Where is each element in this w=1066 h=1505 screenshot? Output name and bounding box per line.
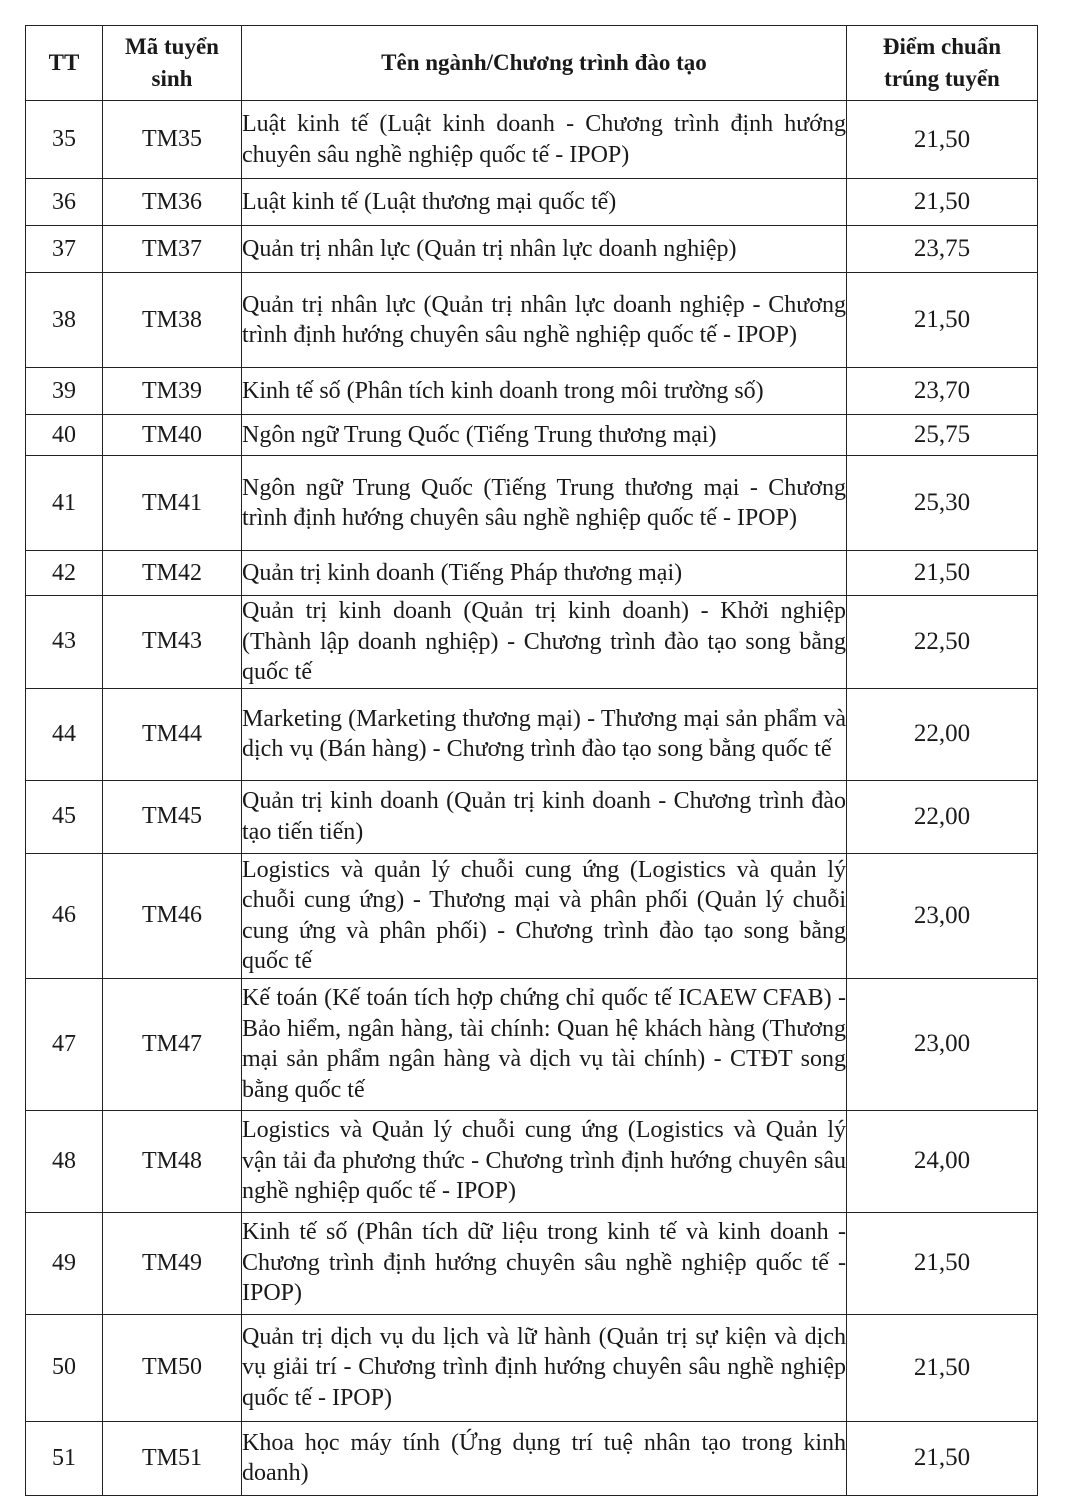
table-row: [26, 978, 1038, 1110]
row-code: TM49: [103, 1212, 242, 1314]
row-program-name: Quản trị nhân lực (Quản trị nhân lực doanh nghiệp - Chương trình định hướng chuyên sâu nghề nghiệp quốc tế - IPOP): [242, 273, 847, 368]
table-row: [26, 1421, 1038, 1495]
row-code: TM38: [103, 273, 242, 368]
table-row: [26, 415, 1038, 456]
row-tt: 41: [26, 456, 103, 551]
header-code: [103, 26, 242, 101]
table-row: [26, 853, 1038, 978]
row-tt: 37: [26, 226, 103, 273]
row-code: TM40: [103, 415, 242, 456]
table-row: [26, 1110, 1038, 1212]
table-row: [26, 226, 1038, 273]
row-program-name: Ngôn ngữ Trung Quốc (Tiếng Trung thương mại - Chương trình định hướng chuyên sâu nghề nghiệp quốc tế - IPOP): [242, 456, 847, 551]
row-score: 23,70: [847, 368, 1038, 415]
row-code: TM36: [103, 179, 242, 226]
row-tt: 43: [26, 596, 103, 689]
table-row: [26, 780, 1038, 853]
row-tt: 44: [26, 688, 103, 780]
row-program-name: Ngôn ngữ Trung Quốc (Tiếng Trung thương mại): [242, 415, 847, 456]
row-score: 25,30: [847, 456, 1038, 551]
table-row: [26, 273, 1038, 368]
row-score: 23,00: [847, 853, 1038, 978]
header-program-name: Tên ngành/Chương trình đào tạo: [242, 26, 847, 101]
row-code: TM43: [103, 596, 242, 689]
table-row: [26, 368, 1038, 415]
table-row: [26, 551, 1038, 596]
row-code: TM45: [103, 780, 242, 853]
row-score: 24,00: [847, 1110, 1038, 1212]
row-tt: 51: [26, 1421, 103, 1495]
table-row: [26, 688, 1038, 780]
row-score: 21,50: [847, 1421, 1038, 1495]
row-program-name: Luật kinh tế (Luật kinh doanh - Chương trình định hướng chuyên sâu nghề nghiệp quốc tế - IPOP): [242, 101, 847, 179]
row-score: 22,00: [847, 688, 1038, 780]
row-score: 21,50: [847, 101, 1038, 179]
row-tt: 38: [26, 273, 103, 368]
row-score: 21,50: [847, 1314, 1038, 1421]
row-code: TM35: [103, 101, 242, 179]
row-tt: 47: [26, 978, 103, 1110]
row-program-name: Quản trị kinh doanh (Quản trị kinh doanh) - Khởi nghiệp (Thành lập doanh nghiệp) - Chương trình đào tạo song bằng quốc tế: [242, 596, 847, 689]
table-row: [26, 1314, 1038, 1421]
row-program-name: Quản trị dịch vụ du lịch và lữ hành (Quản trị sự kiện và dịch vụ giải trí - Chương trình định hướng chuyên sâu nghề nghiệp quốc tế - IPOP): [242, 1314, 847, 1421]
row-program-name: Kinh tế số (Phân tích dữ liệu trong kinh tế và kinh doanh - Chương trình định hướng chuyên sâu nghề nghiệp quốc tế - IPOP): [242, 1212, 847, 1314]
table-row: [26, 101, 1038, 179]
row-program-name: Quản trị nhân lực (Quản trị nhân lực doanh nghiệp): [242, 226, 847, 273]
row-tt: 50: [26, 1314, 103, 1421]
row-score: 21,50: [847, 273, 1038, 368]
row-code: TM44: [103, 688, 242, 780]
row-tt: 40: [26, 415, 103, 456]
row-score: 23,00: [847, 978, 1038, 1110]
row-tt: 35: [26, 101, 103, 179]
row-code: TM42: [103, 551, 242, 596]
row-score: 22,50: [847, 596, 1038, 689]
row-score: 23,75: [847, 226, 1038, 273]
admission-score-table: [25, 25, 1038, 1496]
table-row: [26, 456, 1038, 551]
table-row: [26, 179, 1038, 226]
table-row: [26, 1212, 1038, 1314]
row-score: 22,00: [847, 780, 1038, 853]
row-code: TM51: [103, 1421, 242, 1495]
row-program-name: Quản trị kinh doanh (Quản trị kinh doanh - Chương trình đào tạo tiến tiến): [242, 780, 847, 853]
row-score: 25,75: [847, 415, 1038, 456]
table-header-row: [26, 26, 1038, 101]
row-code: TM46: [103, 853, 242, 978]
row-code: TM47: [103, 978, 242, 1110]
row-code: TM48: [103, 1110, 242, 1212]
header-score-line1: Điểm chuẩn: [882, 34, 1002, 59]
row-code: TM41: [103, 456, 242, 551]
row-tt: 49: [26, 1212, 103, 1314]
row-score: 21,50: [847, 179, 1038, 226]
row-tt: 42: [26, 551, 103, 596]
row-code: TM50: [103, 1314, 242, 1421]
header-code-line2: sinh: [151, 66, 193, 91]
table-row: [26, 596, 1038, 689]
row-tt: 48: [26, 1110, 103, 1212]
row-program-name: Logistics và quản lý chuỗi cung ứng (Logistics và quản lý chuỗi cung ứng) - Thương mại và phân phối (Quản lý chuỗi cung ứng và phân phối) - Chương trình đào tạo song bằng quốc tế: [242, 853, 847, 978]
header-score: [847, 26, 1038, 101]
row-code: TM39: [103, 368, 242, 415]
document-page: [25, 25, 1037, 1496]
row-tt: 39: [26, 368, 103, 415]
row-tt: 46: [26, 853, 103, 978]
row-tt: 36: [26, 179, 103, 226]
row-program-name: Kinh tế số (Phân tích kinh doanh trong môi trường số): [242, 368, 847, 415]
row-code: TM37: [103, 226, 242, 273]
row-program-name: Khoa học máy tính (Ứng dụng trí tuệ nhân tạo trong kinh doanh): [242, 1421, 847, 1495]
row-score: 21,50: [847, 551, 1038, 596]
row-program-name: Kế toán (Kế toán tích hợp chứng chỉ quốc tế ICAEW CFAB) - Bảo hiểm, ngân hàng, tài chính: Quan hệ khách hàng (Thương mại sản phẩm ngân hàng và dịch vụ tài chính) - CTĐT song bằng quốc tế: [242, 978, 847, 1110]
row-program-name: Quản trị kinh doanh (Tiếng Pháp thương mại): [242, 551, 847, 596]
row-score: 21,50: [847, 1212, 1038, 1314]
row-program-name: Logistics và Quản lý chuỗi cung ứng (Logistics và Quản lý vận tải đa phương thức - Chương trình định hướng chuyên sâu nghề nghiệp quốc tế - IPOP): [242, 1110, 847, 1212]
row-program-name: Luật kinh tế (Luật thương mại quốc tế): [242, 179, 847, 226]
header-tt: TT: [26, 26, 103, 101]
header-score-line2: trúng tuyển: [884, 66, 1000, 91]
row-tt: 45: [26, 780, 103, 853]
row-program-name: Marketing (Marketing thương mại) - Thương mại sản phẩm và dịch vụ (Bán hàng) - Chương trình đào tạo song bằng quốc tế: [242, 688, 847, 780]
header-code-line1: Mã tuyển: [125, 34, 219, 59]
